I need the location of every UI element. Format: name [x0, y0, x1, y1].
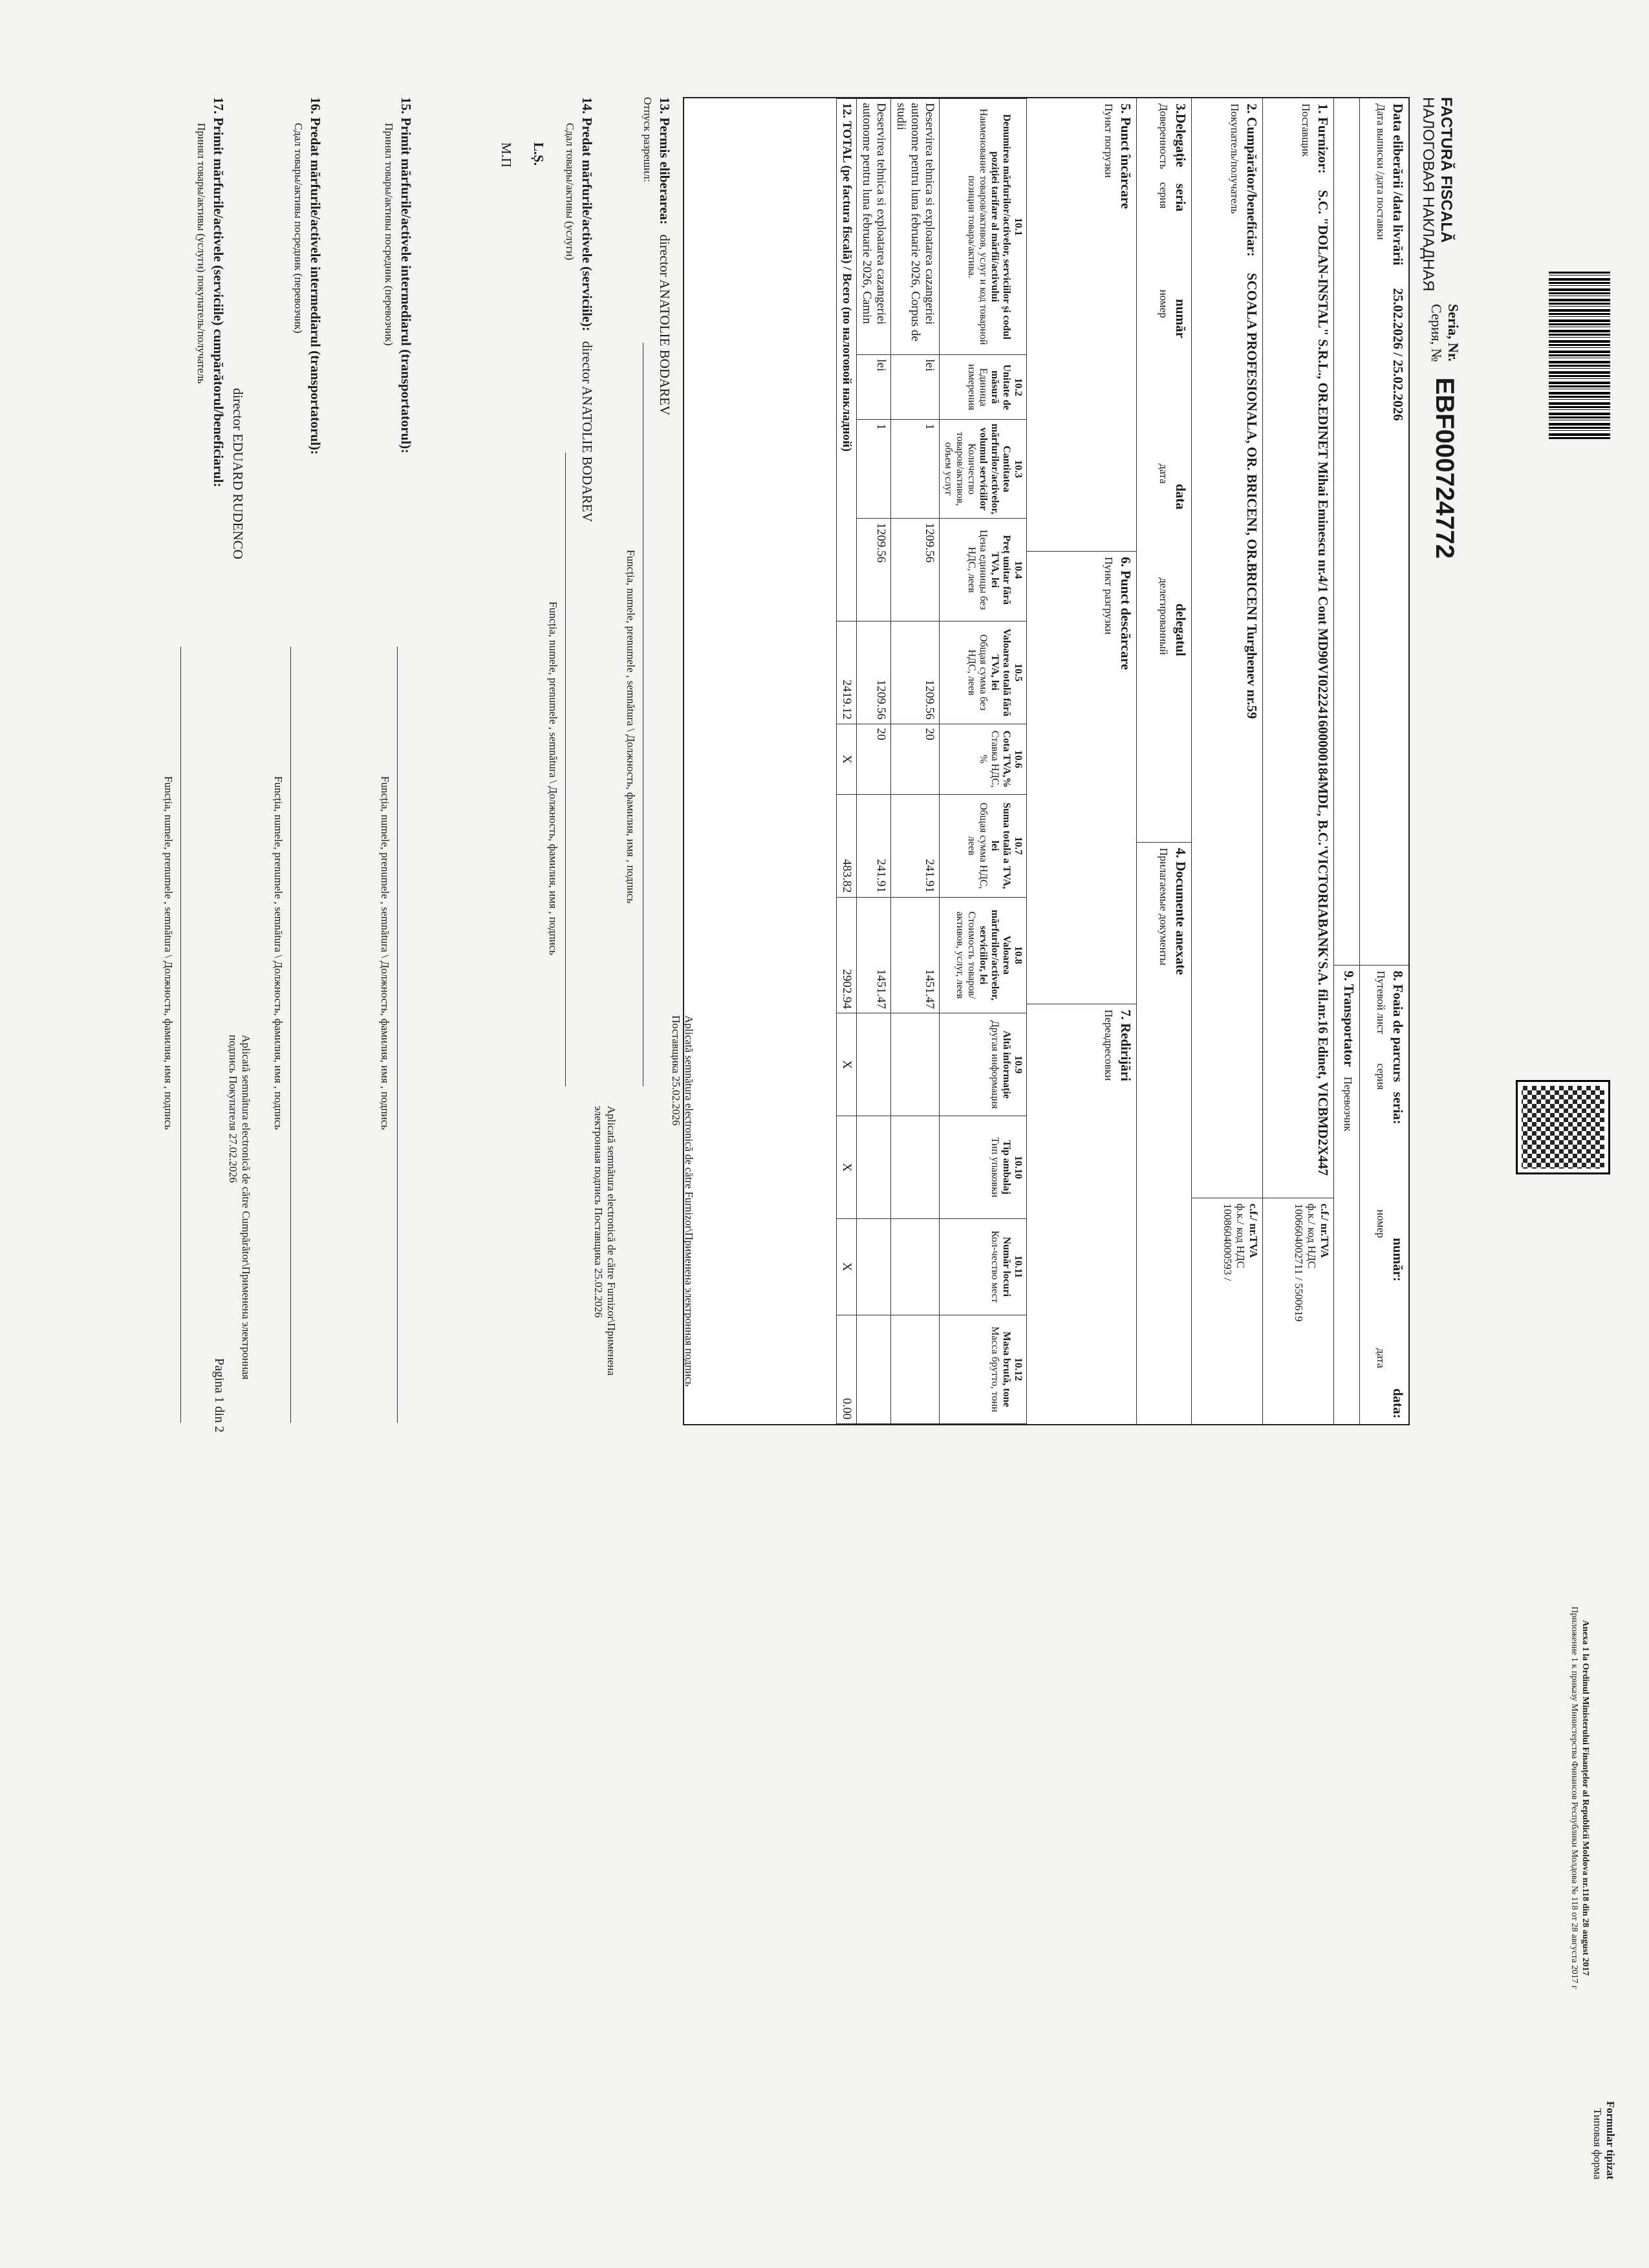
table-header-row — [940, 99, 1027, 1424]
sig16-label: 16. Predat mărfurile/activele intermediarul (transportatorul): — [308, 97, 323, 455]
sig13-block — [640, 97, 673, 415]
col-header-10-1: 10.1 Denumirea mărfurilor/activelor, serviciilor și codul poziției tarifare al mărfii/activului Наименование товаров/активов, услуг и код товарной позиции товара/актива. — [940, 99, 1027, 355]
cf-label-ru-supplier: ф.к./ код НДС — [1306, 1204, 1318, 1269]
sig15-line — [397, 647, 398, 1423]
row1-price: 1209.56 — [891, 519, 940, 621]
total-without-vat: 2419.12 — [837, 621, 857, 724]
delegation-numar: număr — [1173, 299, 1189, 338]
row2-pack — [857, 1116, 891, 1219]
qr-code-image — [1516, 1080, 1610, 1174]
delegation-data-ru: дата — [1158, 464, 1170, 484]
total-mass: 0.00 — [837, 1315, 857, 1423]
delegation-label-ru: Доверенность — [1158, 103, 1170, 169]
row2-places — [857, 1218, 891, 1315]
sig17-label: 17. Primit mărfurile/activele (serviciile) cumpărătorul/beneficiarul: — [211, 97, 226, 488]
col-header-10-10: 10.10 Tip ambalaj Тип упаковки — [940, 1116, 1027, 1219]
date-value: 25.02.2026 / 25.02.2026 — [1390, 288, 1406, 421]
total-value: 2902.94 — [837, 897, 857, 1013]
barcode-image — [1549, 272, 1610, 440]
sig17-line — [180, 647, 181, 1423]
row1-name: Deservirea tehnica si exploatarea cazangeriei autonome pentru luna februarie 2026, Corpus de studii — [891, 99, 940, 355]
table-row — [857, 99, 891, 1424]
col-header-10-9: 10.9 Altă informație Другая информация — [940, 1013, 1027, 1116]
row-points — [1026, 98, 1137, 1424]
row2-qty: 1 — [857, 420, 891, 519]
sig16-caption: Funcția, numele, prenumele , semnătura \ Должность, фамилия, имя , подпись — [272, 776, 285, 1130]
total-pack: X — [837, 1116, 857, 1219]
docs-label: 4. Documente anexate — [1173, 848, 1189, 975]
row1-unit: lei — [891, 355, 940, 420]
sig17-block — [194, 97, 226, 488]
col-header-10-7: 10.7 Suma totală a TVA, lei Общая сумма НДС, леев — [940, 794, 1027, 897]
sig14-label: 14. Predat mărfurile/activele (serviciile): — [579, 97, 595, 332]
date-label-ru: Дата выписки /дата поставки — [1375, 103, 1387, 240]
annex-text: Anexa 1 la Ordinul Ministerului Finanțelor al Republicii Moldova nr.118 din 28 august 2017 — [1580, 1620, 1590, 1976]
delegation-seria: seria — [1173, 183, 1189, 211]
supplier-label-ru: Поставщик — [1300, 103, 1312, 157]
sig17-caption: Funcția, numele, prenumele , semnătura \ Должность, фамилия, имя , подпись — [162, 776, 175, 1130]
row1-total: 1209.56 — [891, 621, 940, 724]
row1-places — [891, 1218, 940, 1315]
form-label-ru: Типовая форма — [1591, 2108, 1604, 2179]
supplier-value: S.C. "DOLAN-INSTAL" S.R.L., OR.EDINET Mihai Eminescu nr.4/1 Cont MD90VI022241600000184MDL, B.C.'VICTORIABANK'S.A. fil.nr.16 Edinet, VICBMD2X447 — [1315, 189, 1331, 1176]
total-label: 12. TOTAL (pe factura fiscală) / Всего (по налоговой накладной) — [837, 99, 857, 621]
sig15-block — [382, 97, 414, 453]
col-header-10-2: 10.2 Unitate de măsură Единица измерения — [940, 355, 1027, 420]
transporter-label-ru: Перевозчик — [1342, 1076, 1354, 1132]
buyer-label-ru: Покупатель/получатель — [1229, 103, 1241, 214]
sig13-label-ru: Отпуск разрешил: — [641, 97, 654, 182]
row1-qty: 1 — [891, 420, 940, 519]
annex-text-ru: Приложение 1 к приказу Министерства Финансов Республики Молдова № 118 от 28 августа 2017 г — [1569, 1606, 1579, 1989]
sig15-label-ru: Принял товары/активы посредник (перевозчик) — [383, 123, 395, 346]
total-places: X — [837, 1218, 857, 1315]
row-delegation — [1136, 98, 1192, 1424]
sig13-value: director ANATOLIE BODAREV — [657, 234, 673, 416]
sig14-caption: Funcția, numele, prenumele , semnătura \ Должность, фамилия, имя , подпись — [547, 601, 559, 955]
invoice-frame — [683, 97, 1410, 1425]
row1-pack — [891, 1116, 940, 1219]
buyer-label: 2. Cumpărător/beneficiar: — [1244, 103, 1260, 257]
sig13-label: 13. Permis eliberarea: — [657, 97, 673, 225]
cf-buyer-value: 1008604000593 / — [1222, 1204, 1234, 1281]
items-table — [836, 98, 1027, 1424]
delegation-label: 3.Delegație — [1173, 103, 1189, 167]
delegation-numar-ru: номер — [1158, 289, 1170, 318]
sig16-line — [290, 647, 291, 1423]
series-value: EBF000724772 — [1430, 377, 1460, 559]
redirect-label-ru: Переадресовки — [1103, 1010, 1115, 1081]
waybill-numar-ru: номер — [1375, 1209, 1387, 1238]
row1-vat: 241.91 — [891, 794, 940, 897]
sig16-block — [291, 97, 323, 455]
supplier-label: 1. Furnizor: — [1315, 103, 1331, 174]
rotated-document — [162, 97, 1617, 2199]
row2-unit: lei — [857, 355, 891, 420]
redirect-label: 7. Redirijări — [1118, 1010, 1134, 1081]
transporter-label: 9. Transportator — [1341, 971, 1357, 1067]
table-row — [891, 99, 940, 1424]
annex-note — [1591, 1972, 1617, 2179]
series-block — [1428, 97, 1461, 1423]
cf-label-ru-buyer: ф.к./ код НДС — [1234, 1204, 1247, 1269]
cf-label-buyer: c.f./ nr.TVA — [1247, 1204, 1260, 1258]
col-header-10-12: 10.12 Masa brută, tone Масса брутто, тонн — [940, 1315, 1027, 1423]
waybill-data: data: — [1390, 1388, 1406, 1419]
row1-mass — [891, 1315, 940, 1423]
sig15-caption: Funcția, numele, prenumele , semnătura \ Должность, фамилия, имя , подпись — [379, 776, 391, 1130]
col-header-10-5: 10.5 Valoarea totală fără TVA, lei Общая сумма без НДС, леев — [940, 621, 1027, 724]
sig17-label-ru: Принял товары/активы (услуги) покупатель/получатель — [195, 123, 208, 384]
loading-label-ru: Пункт погрузки — [1103, 103, 1115, 178]
unloading-label: 6. Punct descărcare — [1118, 557, 1134, 670]
delegation-data: data — [1173, 484, 1189, 510]
sig15-label: 15. Primit mărfurile/activele intermediarul (transportatorul): — [398, 97, 414, 454]
sig14-label-ru: Сдал товары/активы (услуги) — [564, 123, 576, 261]
row1-info — [891, 1013, 940, 1116]
total-info: X — [837, 1013, 857, 1116]
row2-price: 1209.56 — [857, 519, 891, 621]
row2-value: 1451.47 — [857, 897, 891, 1013]
sig14-value: director ANATOLIE BODAREV — [579, 341, 595, 523]
waybill-label: 8. Foaia de parcurs — [1390, 971, 1406, 1083]
form-label: Formular tipizat — [1604, 2101, 1617, 2179]
total-vat: 483.82 — [837, 794, 857, 897]
page-number: Pagina 1 din 2 — [212, 1358, 226, 1432]
date-label: Data eliberării /data livrării — [1390, 103, 1406, 266]
row2-mass — [857, 1315, 891, 1423]
row1-value: 1451.47 — [891, 897, 940, 1013]
esign-buyer: Aplicată semnătura electronică de către Cumpărător\Применена электронная подпись Покупателя 27.02.2026 — [227, 1035, 252, 1380]
col-header-10-11: 10.11 Număr locuri Кол-чество мест — [940, 1218, 1027, 1315]
waybill-seria: seria: — [1390, 1092, 1406, 1125]
col-header-10-4: 10.4 Preț unitar fără TVA, lei Цена единицы без НДС, леев — [940, 519, 1027, 621]
row2-name: Deservirea tehnica si exploatarea cazangeriei autonome pentru luna februarie 2026, Camin — [857, 99, 891, 355]
series-label-ru: Серия, № — [1428, 304, 1445, 362]
row1-vat-rate: 20 — [891, 724, 940, 794]
sig14-block — [498, 97, 595, 522]
doc-title-ru: НАЛОГОВАЯ НАКЛАДНАЯ — [1419, 97, 1437, 292]
waybill-seria-ru: серия — [1375, 1063, 1387, 1090]
sig13-caption: Funcția, numele, prenumele , semnătura \ Должность, фамилия, имя , подпись — [625, 550, 637, 903]
col-header-10-8: 10.8 Valoarea mărfurilor/activelor, serviciilor, lei Стоимость товаров/активов, услуг, леев — [940, 897, 1027, 1013]
delegatul-label-ru: делегированный — [1158, 578, 1170, 655]
loading-label: 5. Punct încărcare — [1118, 103, 1134, 210]
ls-label: L.Ș. — [531, 142, 546, 166]
sig16-label-ru: Сдал товары/активы посредник (перевозчик) — [292, 123, 305, 334]
delegation-seria-ru: серия — [1158, 182, 1170, 209]
cf-label-supplier: c.f./ nr.TVA — [1319, 1204, 1331, 1258]
sig14-line — [565, 453, 566, 1086]
col-header-10-6: 10.6 Cota TVA,% Ставка НДС, % — [940, 724, 1027, 794]
annex-block — [1569, 1571, 1591, 2024]
cf-supplier-value: 1006604002711 / 5500619 — [1293, 1204, 1305, 1322]
row-buyer — [1191, 98, 1263, 1424]
row-date — [1360, 98, 1408, 1424]
total-vat-rate: X — [837, 724, 857, 794]
col-header-10-3: 10.3 Cantitatea mărfurilor/activelor, volumul serviciilor Количество товаров/активов, объем услуг — [940, 420, 1027, 519]
row-supplier — [1262, 98, 1334, 1424]
row-transporter — [1333, 98, 1360, 1424]
mp-label: М.П — [499, 142, 514, 168]
buyer-value: SCOALA PROFESIONALA, OR. BRICENI, OR.BRICENI Turghenev nr.59 — [1244, 273, 1260, 719]
esign-supplier-1: Aplicată semnătura electronică de către Furnizor\Применена электронная подпись Поставщика 25.02.2026 — [670, 1015, 695, 1387]
esign-supplier-2: Aplicată semnătura electronică de către Furnizor\Применена электронная подпись Поставщика 25.02.2026 — [592, 1106, 618, 1376]
waybill-label-ru: Путевой лист — [1375, 971, 1387, 1035]
row2-vat-rate: 20 — [857, 724, 891, 794]
delegatul-label: delegatul — [1173, 603, 1189, 656]
docs-label-ru: Прилагаемые документы — [1158, 848, 1170, 966]
table-total-row — [837, 99, 857, 1424]
row2-info — [857, 1013, 891, 1116]
unloading-label-ru: Пункт разгрузки — [1103, 557, 1115, 635]
waybill-data-ru: дата — [1375, 1348, 1387, 1368]
sig17-value: director EDUARD RUDENCO — [230, 388, 246, 559]
waybill-numar: număr: — [1390, 1237, 1406, 1282]
series-label: Seria, Nr. — [1445, 304, 1461, 362]
doc-title: FACTURĂ FISCALĂ — [1438, 97, 1455, 243]
row2-vat: 241.91 — [857, 794, 891, 897]
row2-total: 1209.56 — [857, 621, 891, 724]
